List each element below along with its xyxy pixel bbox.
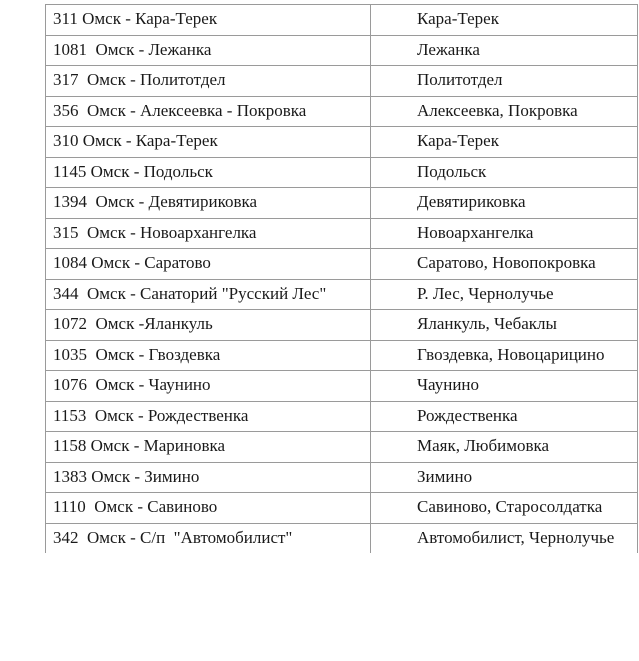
table-row <box>46 432 638 463</box>
stops-cell: Автомобилист, Чернолучье <box>371 523 638 553</box>
stops-cell: Алексеевка, Покровка <box>371 96 638 127</box>
stops-cell: Кара-Терек <box>371 127 638 158</box>
stops-cell: Саратово, Новопокровка <box>371 249 638 280</box>
table-row <box>46 157 638 188</box>
route-cell: 1158 Омск - Мариновка <box>46 432 371 463</box>
table-row <box>46 462 638 493</box>
table-row <box>46 127 638 158</box>
table-row <box>46 249 638 280</box>
route-cell: 1084 Омск - Саратово <box>46 249 371 280</box>
route-cell: 310 Омск - Кара-Терек <box>46 127 371 158</box>
table-row <box>46 279 638 310</box>
table-row <box>46 493 638 524</box>
stops-cell: Зимино <box>371 462 638 493</box>
table-row <box>46 66 638 97</box>
stops-cell: Маяк, Любимовка <box>371 432 638 463</box>
stops-cell: Подольск <box>371 157 638 188</box>
stops-cell: Политотдел <box>371 66 638 97</box>
table-row <box>46 35 638 66</box>
route-cell: 1081 Омск - Лежанка <box>46 35 371 66</box>
route-cell: 1153 Омск - Рождественка <box>46 401 371 432</box>
route-cell: 1394 Омск - Девятириковка <box>46 188 371 219</box>
table-row <box>46 96 638 127</box>
route-cell: 315 Омск - Новоархангелка <box>46 218 371 249</box>
stops-cell: Новоархангелка <box>371 218 638 249</box>
table-row <box>46 218 638 249</box>
stops-cell: Рождественка <box>371 401 638 432</box>
route-cell: 342 Омск - С/п "Автомобилист" <box>46 523 371 553</box>
route-cell: 1076 Омск - Чаунино <box>46 371 371 402</box>
route-cell: 1072 Омск -Яланкуль <box>46 310 371 341</box>
stops-cell: Девятириковка <box>371 188 638 219</box>
route-cell: 1383 Омск - Зимино <box>46 462 371 493</box>
stops-cell: Р. Лес, Чернолучье <box>371 279 638 310</box>
route-cell: 1145 Омск - Подольск <box>46 157 371 188</box>
route-cell: 311 Омск - Кара-Терек <box>46 5 371 36</box>
table-row <box>46 340 638 371</box>
table-row <box>46 310 638 341</box>
table-row <box>46 188 638 219</box>
route-cell: 1035 Омск - Гвоздевка <box>46 340 371 371</box>
stops-cell: Кара-Терек <box>371 5 638 36</box>
route-cell: 356 Омск - Алексеевка - Покровка <box>46 96 371 127</box>
table-row <box>46 371 638 402</box>
table-row <box>46 401 638 432</box>
table-row <box>46 523 638 553</box>
route-cell: 317 Омск - Политотдел <box>46 66 371 97</box>
stops-cell: Лежанка <box>371 35 638 66</box>
routes-table <box>45 4 638 553</box>
route-cell: 1110 Омск - Савиново <box>46 493 371 524</box>
stops-cell: Чаунино <box>371 371 638 402</box>
table-row <box>46 5 638 36</box>
stops-cell: Савиново, Старосолдатка <box>371 493 638 524</box>
routes-table-body <box>46 5 638 554</box>
stops-cell: Гвоздевка, Новоцарицино <box>371 340 638 371</box>
route-cell: 344 Омск - Санаторий "Русский Лес" <box>46 279 371 310</box>
stops-cell: Яланкуль, Чебаклы <box>371 310 638 341</box>
